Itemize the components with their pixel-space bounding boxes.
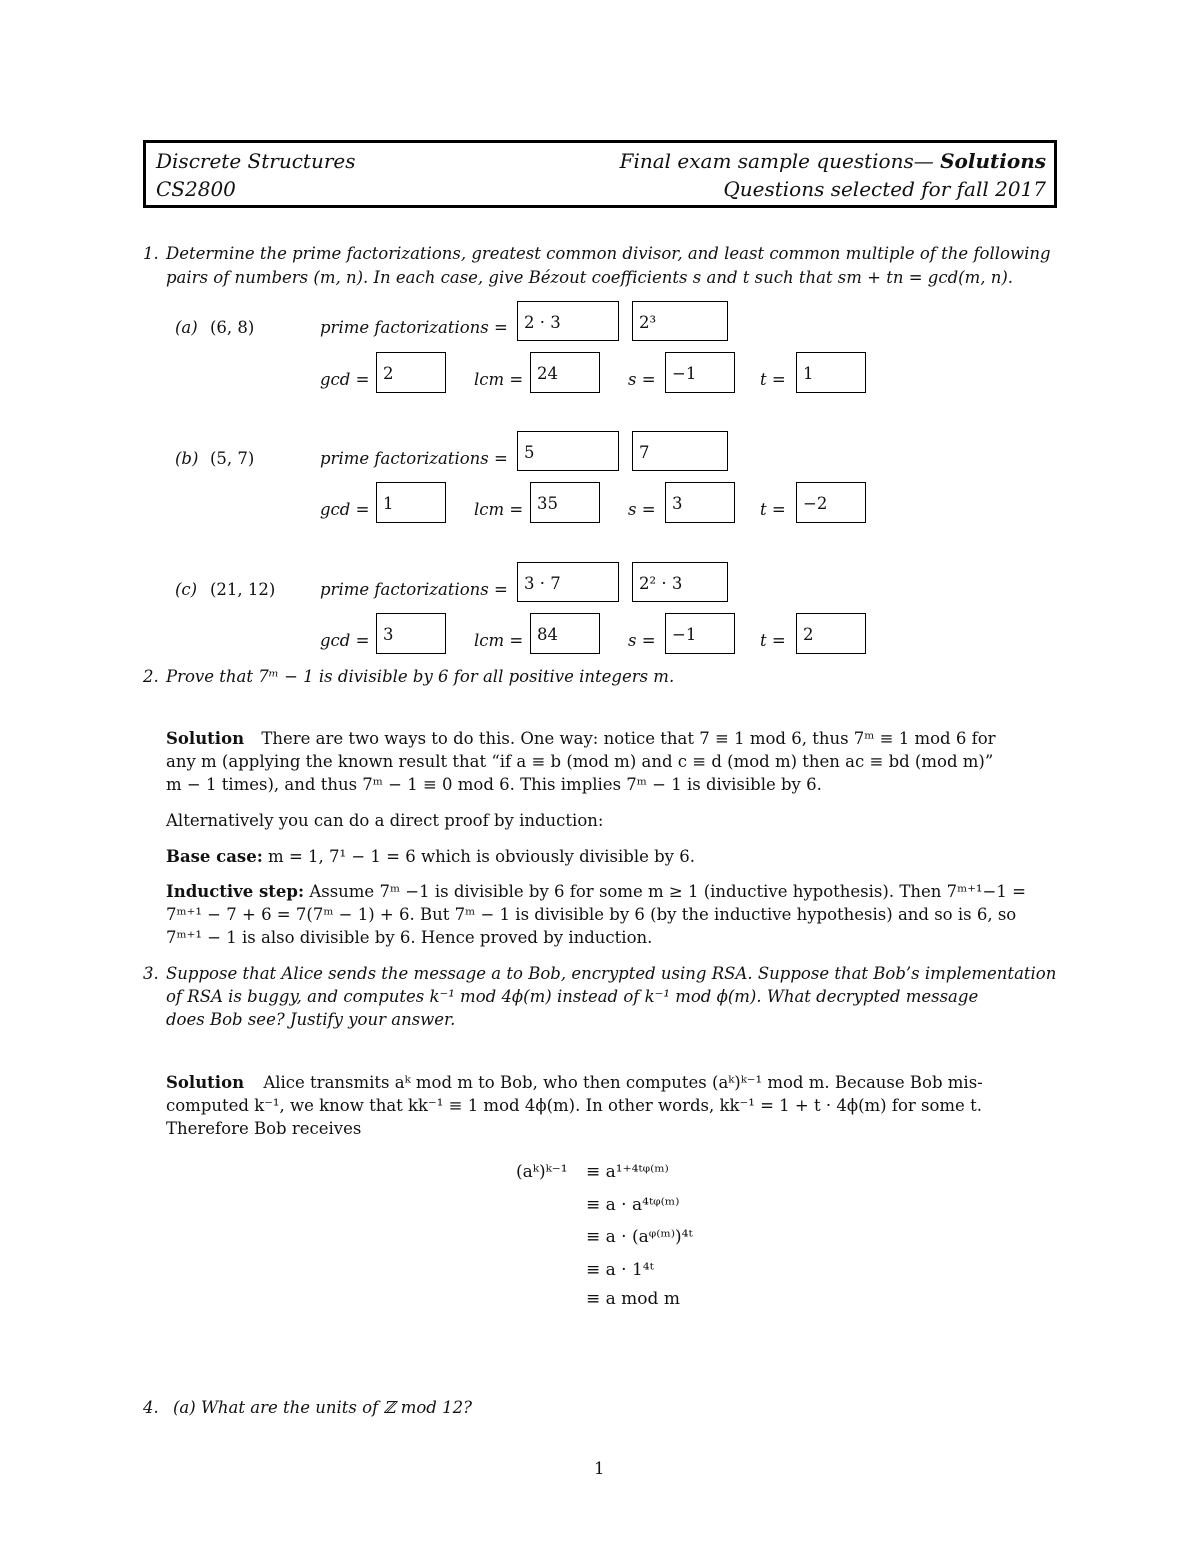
q4-part-a: (a) What are the units of ℤ mod 12?: [173, 1398, 472, 1417]
lcm-label: lcm =: [474, 631, 524, 650]
q2-sol-line3: m − 1 times), and thus 7ᵐ − 1 ≡ 0 mod 6. This implies 7ᵐ − 1 is divisible by 6.: [166, 775, 822, 794]
lcm-label: lcm =: [474, 370, 524, 389]
q2-inductive-line3: 7ᵐ⁺¹ − 1 is also divisible by 6. Hence proved by induction.: [166, 928, 653, 947]
header-box: [143, 140, 1057, 208]
lcm-box-b: 35: [530, 482, 600, 523]
t-box-a: 1: [796, 352, 866, 393]
gcd-label: gcd =: [320, 631, 370, 650]
t-box-b: −2: [796, 482, 866, 523]
pf1-box-c: 3 · 7: [517, 562, 619, 602]
s-label: s =: [628, 631, 656, 650]
inductive-step-label: Inductive step:: [166, 882, 305, 901]
pf1-box-b: 5: [517, 431, 619, 471]
q2-question: Prove that 7ᵐ − 1 is divisible by 6 for all positive integers m.: [166, 667, 675, 686]
q3-line3: does Bob see? Justify your answer.: [166, 1010, 456, 1029]
s-label: s =: [628, 500, 656, 519]
s-box-a: −1: [665, 352, 735, 393]
gcd-label: gcd =: [320, 370, 370, 389]
gcd-box-c: 3: [376, 613, 446, 654]
q3-solution-line1: [166, 1071, 983, 1094]
pf2-box-c: 2² · 3: [632, 562, 728, 602]
equation-line-2: ≡ a · a⁴ᵗᵠ⁽ᵐ⁾: [586, 1195, 680, 1215]
pf-label: prime factorizations =: [320, 318, 508, 337]
inductive-text-1: Assume 7ᵐ −1 is divisible by 6 for some m ≥ 1 (inductive hypothesis). Then 7ᵐ⁺¹−1 =: [309, 882, 1026, 901]
s-box-c: −1: [665, 613, 735, 654]
pf1-box-a: 2 · 3: [517, 301, 619, 341]
q1-number: 1.: [143, 244, 159, 263]
s-label: s =: [628, 370, 656, 389]
pf2-box-b: 7: [632, 431, 728, 471]
gcd-label: gcd =: [320, 500, 370, 519]
q2-alt: Alternatively you can do a direct proof by induction:: [166, 811, 604, 830]
part-b-pair: (5, 7): [210, 449, 255, 468]
equation-line-1: ≡ a¹⁺⁴ᵗᵠ⁽ᵐ⁾: [586, 1162, 669, 1182]
pf2-box-a: 2³: [632, 301, 728, 341]
s-box-b: 3: [665, 482, 735, 523]
page-number: 1: [594, 1459, 605, 1478]
pf-label: prime factorizations =: [320, 580, 508, 599]
course-code: CS2800: [156, 177, 236, 201]
q1-line2: pairs of numbers (m, n). In each case, give Bézout coefficients s and t such that sm + tn = gcd(m, n).: [166, 268, 1014, 287]
equation-line-5: ≡ a mod m: [586, 1289, 680, 1309]
part-a-label: (a): [175, 318, 198, 337]
part-c-pair: (21, 12): [210, 580, 276, 599]
gcd-box-b: 1: [376, 482, 446, 523]
t-label: t =: [760, 500, 786, 519]
q1-line1: Determine the prime factorizations, greatest common divisor, and least common multiple of the following: [166, 244, 1051, 263]
gcd-box-a: 2: [376, 352, 446, 393]
t-label: t =: [760, 631, 786, 650]
part-a-pair: (6, 8): [210, 318, 255, 337]
q4-number: 4.: [143, 1398, 159, 1417]
equation-line-4: ≡ a · 1⁴ᵗ: [586, 1260, 654, 1280]
q2-number: 2.: [143, 667, 159, 686]
q2-sol-line1-text: There are two ways to do this. One way: notice that 7 ≡ 1 mod 6, thus 7ᵐ ≡ 1 mod 6 for: [261, 729, 996, 748]
q2-solution-line1: [166, 727, 996, 750]
q3-number: 3.: [143, 964, 159, 983]
exam-title: Final exam sample questions—: [619, 149, 934, 173]
pf-label: prime factorizations =: [320, 449, 508, 468]
part-c-label: (c): [175, 580, 198, 599]
t-label: t =: [760, 370, 786, 389]
q3-line1: Suppose that Alice sends the message a to Bob, encrypted using RSA. Suppose that Bob’s implementation: [166, 964, 1057, 983]
q2-base-case: [166, 845, 695, 868]
base-case-label: Base case:: [166, 847, 263, 866]
q3-sol-line2: computed k⁻¹, we know that kk⁻¹ ≡ 1 mod 4ϕ(m). In other words, kk⁻¹ = 1 + t · 4ϕ(m) for some t.: [166, 1096, 982, 1115]
equation-lhs: (aᵏ)ᵏ⁻¹: [516, 1162, 568, 1182]
q2-inductive-line2: 7ᵐ⁺¹ − 7 + 6 = 7(7ᵐ − 1) + 6. But 7ᵐ − 1 is divisible by 6 (by the inductive hypothesis) and so is 6, so: [166, 905, 1017, 924]
q3-line2: of RSA is buggy, and computes k⁻¹ mod 4ϕ(m) instead of k⁻¹ mod ϕ(m). What decrypted message: [166, 987, 979, 1006]
lcm-label: lcm =: [474, 500, 524, 519]
equation-line-3: ≡ a · (aᵠ⁽ᵐ⁾)⁴ᵗ: [586, 1227, 693, 1247]
lcm-box-a: 24: [530, 352, 600, 393]
q3-sol-line1-text: Alice transmits aᵏ mod m to Bob, who then computes (aᵏ)ᵏ⁻¹ mod m. Because Bob mis-: [263, 1073, 983, 1092]
solutions-label: Solutions: [940, 149, 1046, 173]
q3-sol-line3: Therefore Bob receives: [166, 1119, 362, 1138]
q2-solution-label: Solution: [166, 729, 245, 748]
lcm-box-c: 84: [530, 613, 600, 654]
term-note: Questions selected for fall 2017: [723, 177, 1046, 201]
base-case-text: m = 1, 7¹ − 1 = 6 which is obviously divisible by 6.: [268, 847, 695, 866]
q2-inductive-line1: [166, 880, 1026, 903]
part-b-label: (b): [175, 449, 199, 468]
t-box-c: 2: [796, 613, 866, 654]
course-name: Discrete Structures: [156, 149, 356, 173]
q2-sol-line2: any m (applying the known result that “if a ≡ b (mod m) and c ≡ d (mod m) then ac ≡ bd (mod m)”: [166, 752, 994, 771]
q3-solution-label: Solution: [166, 1073, 245, 1092]
